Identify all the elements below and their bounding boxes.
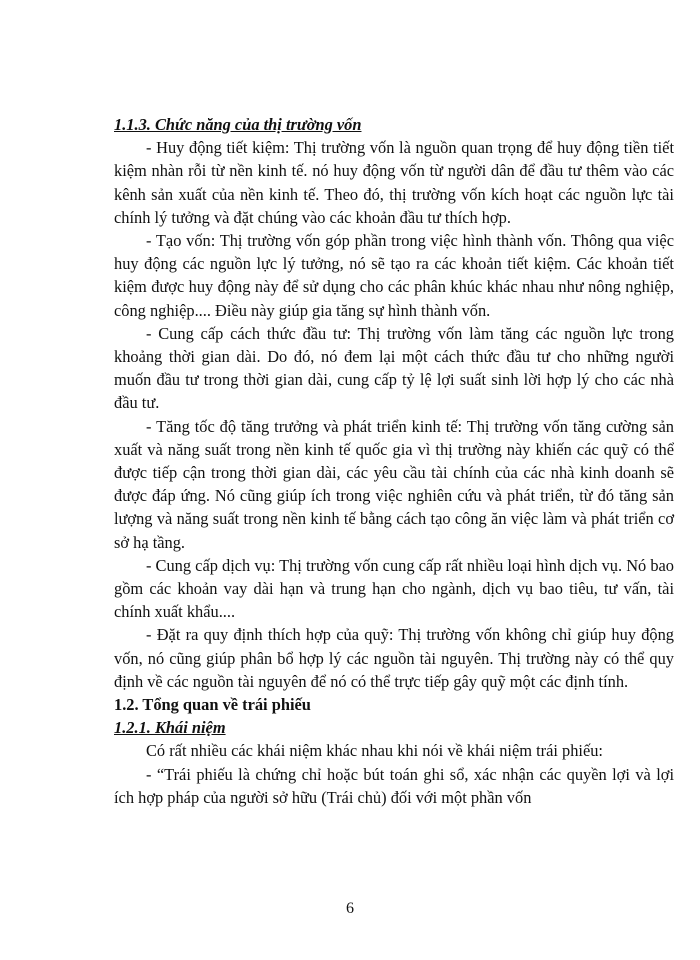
paragraph-dat-ra-quy-dinh: - Đặt ra quy định thích hợp của quỹ: Thị trường vốn không chỉ giúp huy động vốn, nó cũng giúp phân bổ hợp lý các nguồn tài nguyên. Thị trường này có thể quy định về các nguồn tài nguyên để nó có thể trực tiếp gây quỹ một các định tính. bbox=[114, 625, 674, 691]
page-content bbox=[114, 113, 674, 809]
paragraph-cung-cap-cach-thuc-dau-tu: - Cung cấp cách thức đầu tư: Thị trường vốn làm tăng các nguồn lực trong khoảng thời gian dài. Do đó, nó đem lại một cách thức đầu tư cho những người muốn đầu tư trong thời gian dài, cung cấp tỷ lệ lợi suất sinh lời hợp lý cho các nhà đầu tư. bbox=[114, 323, 674, 413]
paragraph-tang-toc-do-tang-truong: - Tăng tốc độ tăng trưởng và phát triển kinh tế: Thị trường vốn tăng cường sản xuất và năng suất trong nền kinh tế quốc gia vì thị trường này khiến các quỹ có thể được tiếp cận trong thời gian dài, các yêu cầu tài chính của các nhà kinh doanh sẽ được đáp ứng. Nó cũng giúp ích trong việc nghiên cứu và phát triển, từ đó tăng sản lượng và năng suất trong nền kinh tế bằng cách tạo công ăn việc làm và phát triển cơ sở hạ tầng. bbox=[114, 416, 674, 552]
paragraph-khai-niem-intro: Có rất nhiều các khái niệm khác nhau khi nói về khái niệm trái phiếu: bbox=[146, 741, 603, 761]
paragraph-huy-dong-tiet-kiem: - Huy động tiết kiệm: Thị trường vốn là nguồn quan trọng để huy động tiền tiết kiệm nhàn rỗi từ nền kinh tế. nó huy động vốn từ người dân để đầu tư thêm vào các kênh sản xuất của nền kinh tế. Theo đó, thị trường vốn kích hoạt các nguồn lực tài chính lý tưởng và đặt chúng vào các khoản đầu tư thích hợp. bbox=[114, 138, 674, 227]
heading-1-2: 1.2. Tổng quan về trái phiếu bbox=[114, 695, 311, 715]
page-number: 6 bbox=[346, 900, 354, 917]
paragraph-tao-von: - Tạo vốn: Thị trường vốn góp phần trong việc hình thành vốn. Thông qua việc huy động các nguồn lực lý tưởng, nó sẽ tạo ra các khoản tiết kiệm. Các khoản tiết kiệm được huy động này để sử dụng cho các phân khúc khác nhau như nông nghiệp, công nghiệp.... Điều này giúp gia tăng sự hình thành vốn. bbox=[114, 231, 674, 320]
heading-1-1-3: 1.1.3. Chức năng của thị trường vốn bbox=[114, 115, 362, 134]
paragraph-khai-niem-definition: - “Trái phiếu là chứng chỉ hoặc bút toán ghi sổ, xác nhận các quyền lợi và lợi ích hợp pháp của người sở hữu (Trái chủ) đối với một phần vốn bbox=[114, 764, 674, 807]
heading-1-2-1: 1.2.1. Khái niệm bbox=[114, 718, 226, 738]
paragraph-cung-cap-dich-vu: - Cung cấp dịch vụ: Thị trường vốn cung cấp rất nhiều loại hình dịch vụ. Nó bao gồm các khoản vay dài hạn và trung hạn cho ngành, dịch vụ bao tiêu, tư vấn, tài chính xuất khẩu.... bbox=[114, 555, 674, 622]
